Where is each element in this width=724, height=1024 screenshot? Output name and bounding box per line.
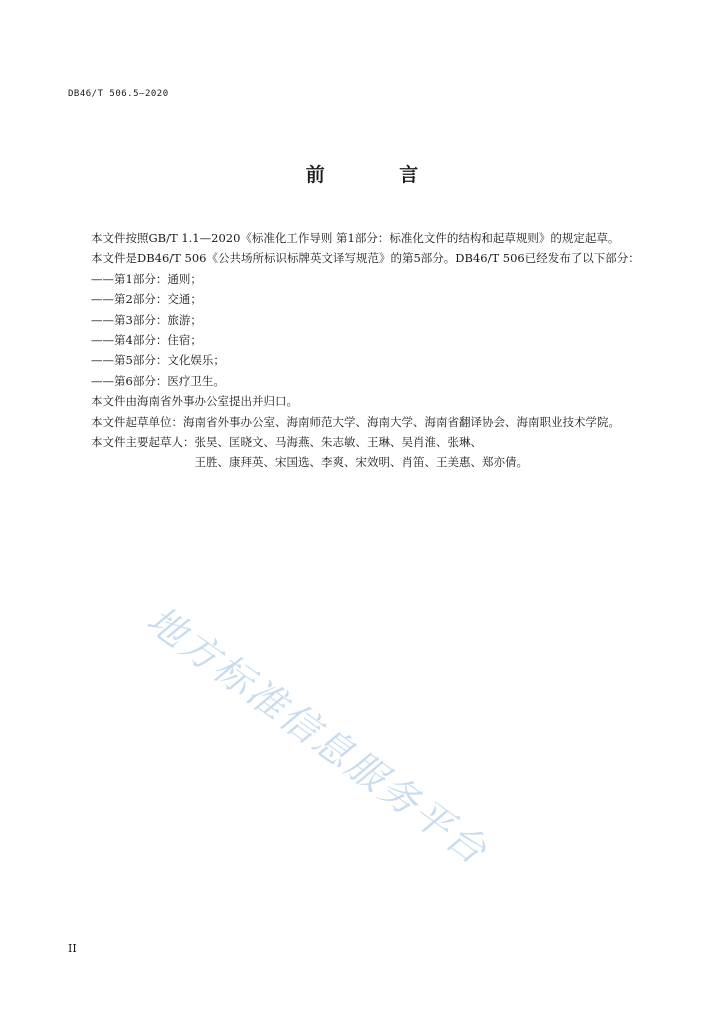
paragraph-drafting-rules: 本文件按照GB/T 1.1—2020《标准化工作导则 第1部分：标准化文件的结构和起草规则》的规定起草。 xyxy=(91,231,620,245)
drafters-names xyxy=(195,432,529,473)
paragraph-proposer: 本文件由海南省外事办公室提出并归口。 xyxy=(91,394,298,409)
foreword-body xyxy=(68,228,640,473)
drafters-line: 王胜、康拜英、宋国选、李爽、宋效明、肖笛、王美惠、郑亦倩。 xyxy=(194,455,528,470)
watermark: 地方标准信息服务平台 xyxy=(138,597,497,874)
paragraph-series-parts: 本文件是DB46/T 506《公共场所标识标牌英文译写规范》的第5部分。DB46/T 506已经发布了以下部分： xyxy=(91,251,640,266)
drafters-label: 本文件主要起草人： xyxy=(91,435,195,450)
list-item: ——第3部分：旅游； xyxy=(91,312,202,327)
list-item: ——第5部分：文化娱乐； xyxy=(91,353,225,368)
list-item: ——第1部分：通则； xyxy=(91,271,202,286)
list-item: ——第4部分：住宿； xyxy=(91,333,202,348)
list-item: ——第2部分：交通； xyxy=(91,292,202,307)
list-item: ——第6部分：医疗卫生。 xyxy=(91,373,225,388)
page-title: 前 言 xyxy=(305,164,453,186)
drafters-line: 张昊、匡晓文、马海燕、朱志敏、王琳、吴肖淮、张琳、 xyxy=(194,435,482,450)
document-code: DB46/T 506.5—2020 xyxy=(68,89,169,99)
page-number: II xyxy=(68,942,77,955)
drafters-block xyxy=(68,432,640,473)
paragraph-drafting-units: 本文件起草单位：海南省外事办公室、海南师范大学、海南大学、海南省翻译协会、海南职业技术学院。 xyxy=(91,414,620,429)
